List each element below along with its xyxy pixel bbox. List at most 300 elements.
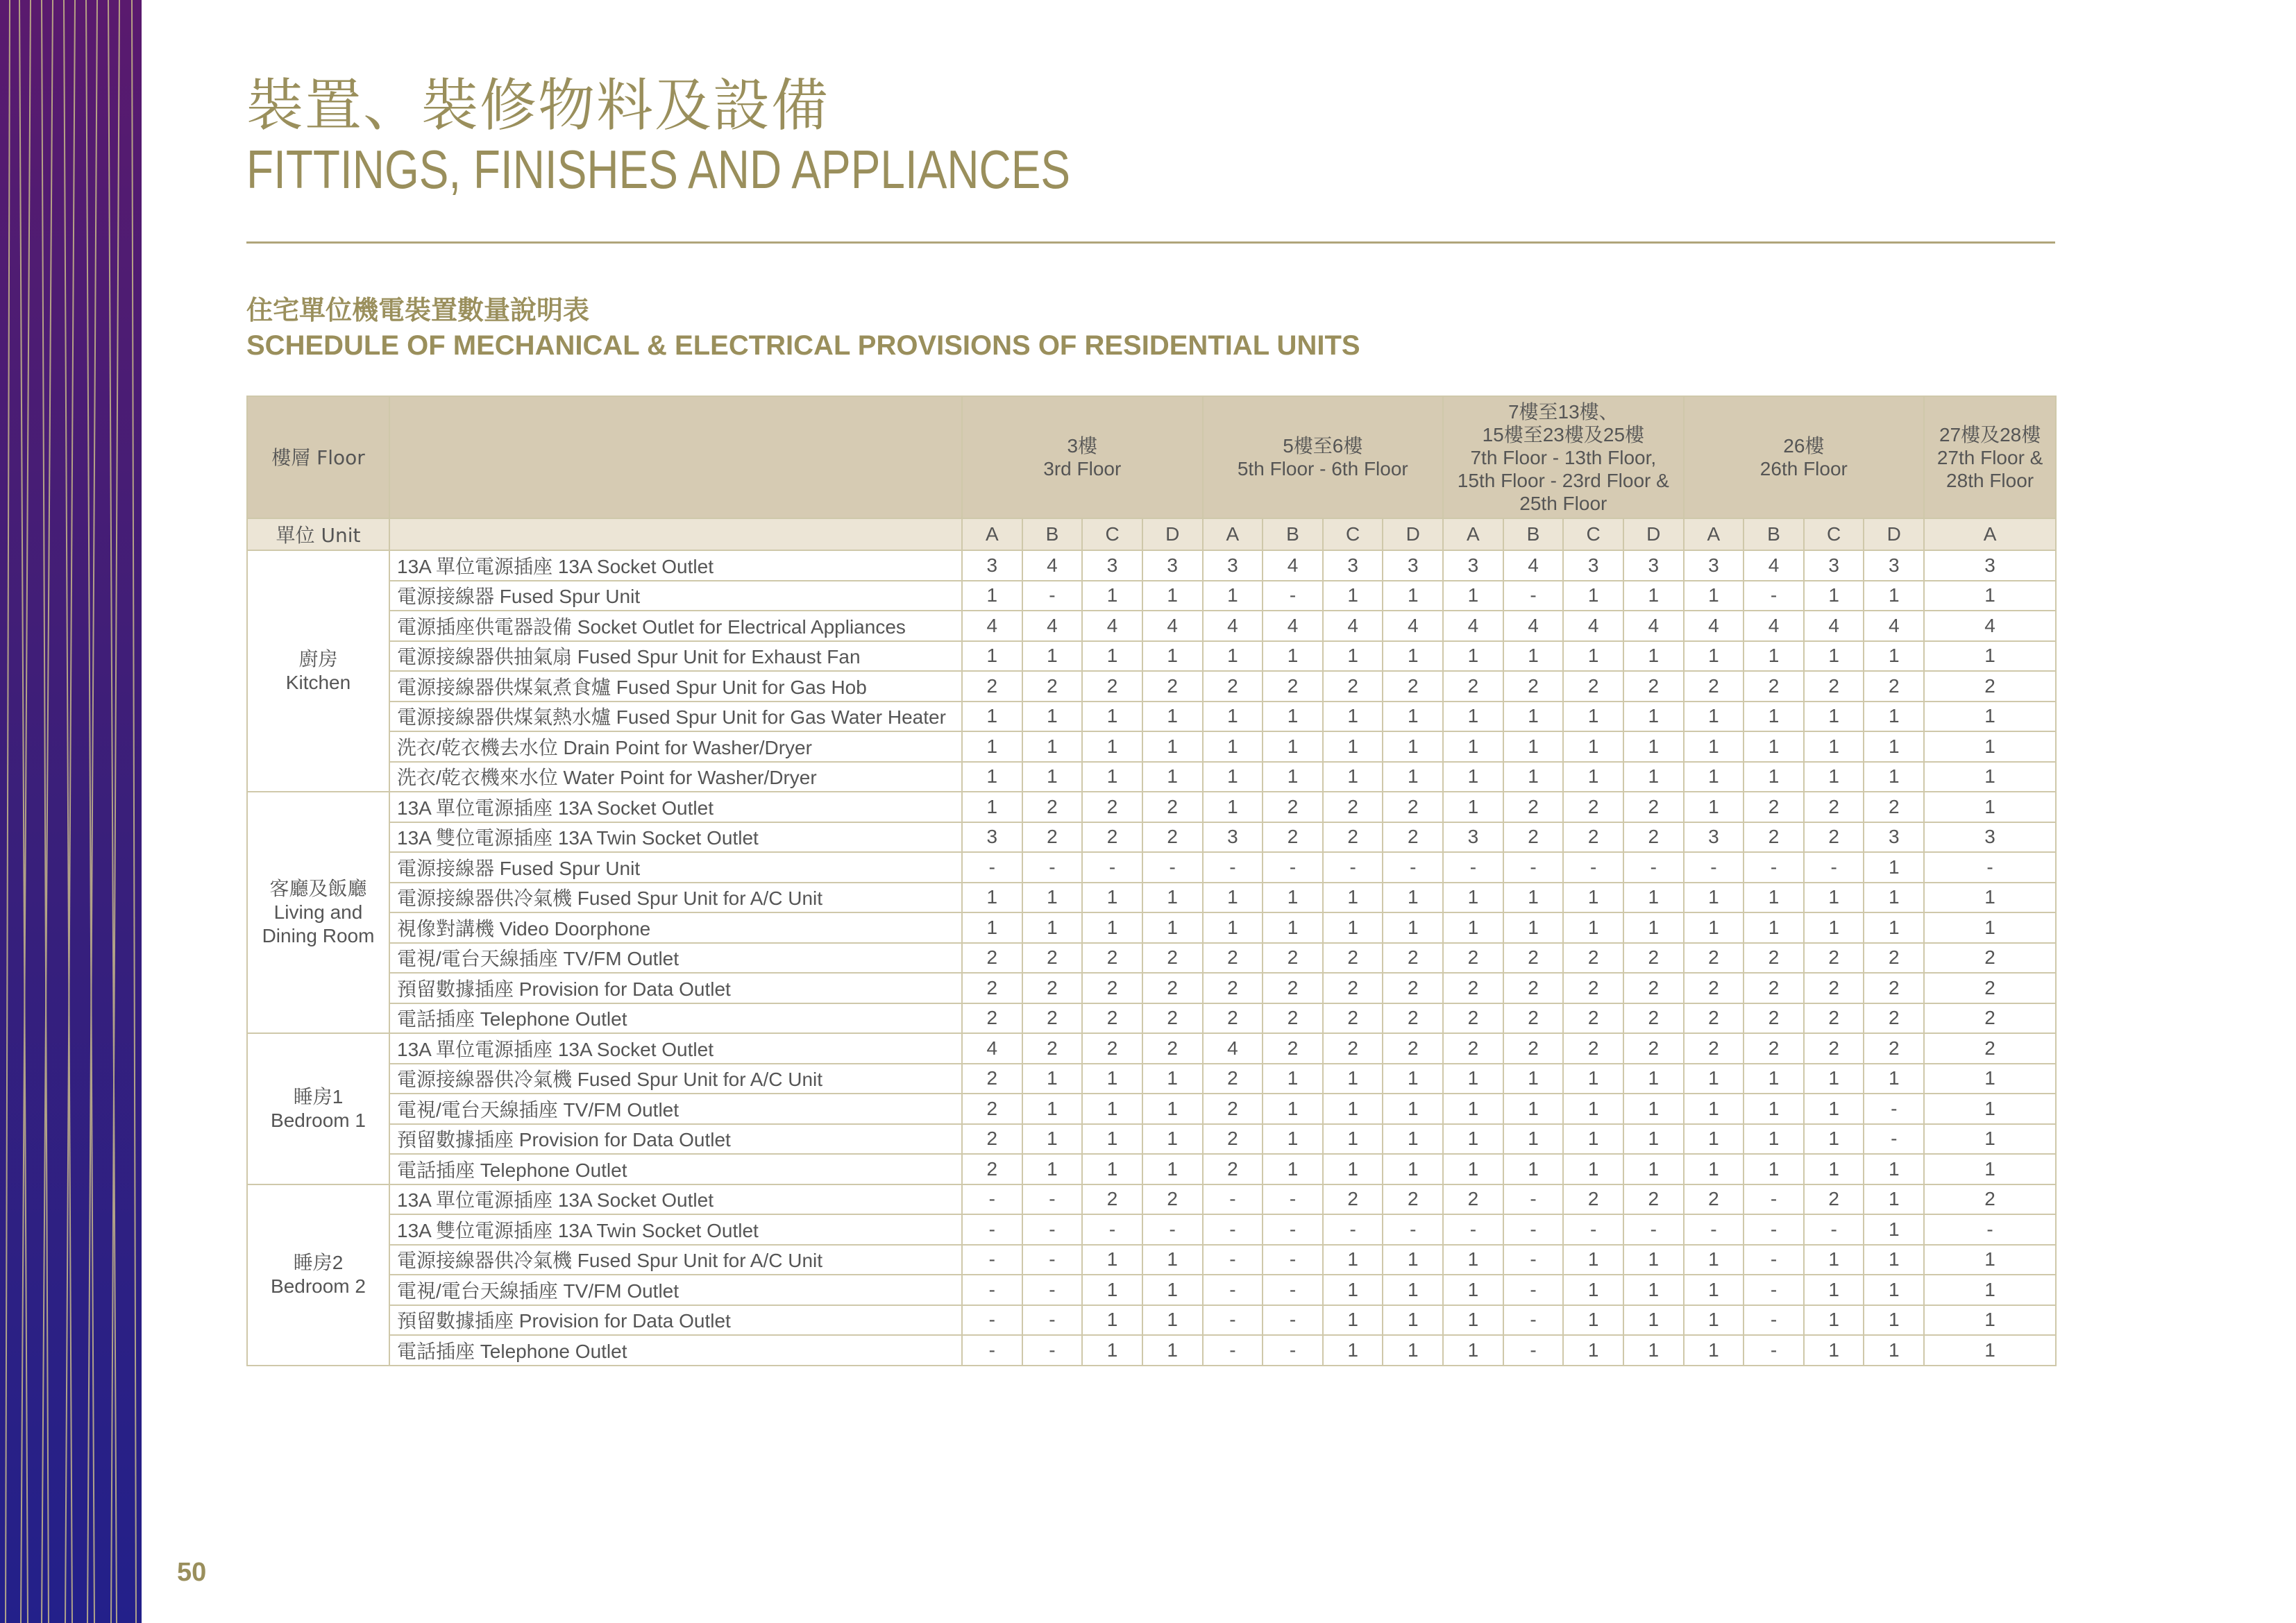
- quantity-cell: 1: [1744, 641, 1804, 672]
- quantity-cell: -: [1383, 852, 1443, 883]
- quantity-cell: 2: [1503, 671, 1564, 702]
- quantity-cell: -: [962, 852, 1022, 883]
- quantity-cell: -: [1864, 1124, 1924, 1155]
- quantity-cell: 2: [1563, 1033, 1623, 1064]
- quantity-cell: 1: [1203, 641, 1263, 672]
- quantity-cell: -: [1263, 581, 1323, 611]
- quantity-cell: -: [1203, 1305, 1263, 1336]
- quantity-cell: 1: [1142, 883, 1203, 913]
- provision-item-cell: 電視/電台天線插座 TV/FM Outlet: [389, 1275, 962, 1305]
- quantity-cell: 1: [1623, 1154, 1684, 1184]
- quantity-cell: 2: [1684, 1033, 1744, 1064]
- quantity-cell: 3: [1203, 822, 1263, 853]
- table-row: [247, 731, 2056, 762]
- quantity-cell: 1: [1323, 731, 1383, 762]
- quantity-cell: -: [1744, 581, 1804, 611]
- quantity-cell: 1: [962, 912, 1022, 943]
- quantity-cell: 2: [1383, 671, 1443, 702]
- quantity-cell: -: [1263, 1245, 1323, 1275]
- floor-group-header: 26樓 26th Floor: [1684, 396, 1925, 518]
- floor-group-header: 27樓及28樓 27th Floor & 28th Floor: [1924, 396, 2056, 518]
- quantity-cell: 2: [1623, 671, 1684, 702]
- quantity-cell: 4: [1744, 550, 1804, 581]
- quantity-cell: 2: [962, 1124, 1022, 1155]
- quantity-cell: 3: [962, 822, 1022, 853]
- quantity-cell: -: [1864, 1094, 1924, 1124]
- quantity-cell: 1: [1864, 641, 1924, 672]
- table-row: [247, 822, 2056, 853]
- quantity-cell: 1: [1443, 762, 1503, 792]
- floor-header-row: [247, 396, 2056, 518]
- quantity-cell: 1: [1924, 1124, 2056, 1155]
- quantity-cell: 4: [1203, 611, 1263, 641]
- quantity-cell: 1: [1503, 702, 1564, 732]
- quantity-cell: 1: [1744, 702, 1804, 732]
- quantity-cell: 1: [1503, 1064, 1564, 1094]
- quantity-cell: 1: [1924, 702, 2056, 732]
- quantity-cell: 2: [1263, 822, 1323, 853]
- quantity-cell: 1: [1443, 731, 1503, 762]
- quantity-cell: 1: [1744, 762, 1804, 792]
- provision-item-cell: 13A 單位電源插座 13A Socket Outlet: [389, 1033, 962, 1064]
- quantity-cell: -: [1082, 852, 1142, 883]
- decorative-sidebar: [0, 0, 142, 1623]
- quantity-cell: 1: [1383, 1305, 1443, 1336]
- quantity-cell: 1: [1503, 1124, 1564, 1155]
- quantity-cell: 2: [1804, 792, 1864, 822]
- title-divider: [246, 241, 2055, 244]
- quantity-cell: 4: [1744, 611, 1804, 641]
- quantity-cell: 1: [1684, 641, 1744, 672]
- table-row: [247, 1003, 2056, 1034]
- provision-item-cell: 電源接線器供冷氣機 Fused Spur Unit for A/C Unit: [389, 883, 962, 913]
- table-row: [247, 1124, 2056, 1155]
- provision-item-cell: 預留數據插座 Provision for Data Outlet: [389, 1124, 962, 1155]
- quantity-cell: 2: [1142, 1003, 1203, 1034]
- quantity-cell: 4: [1503, 611, 1564, 641]
- quantity-cell: 1: [1383, 641, 1443, 672]
- quantity-cell: 1: [1563, 1275, 1623, 1305]
- quantity-cell: 2: [1744, 1033, 1804, 1064]
- quantity-cell: 1: [1684, 1245, 1744, 1275]
- quantity-cell: 2: [1443, 943, 1503, 974]
- quantity-cell: 1: [1924, 641, 2056, 672]
- schedule-body: [247, 550, 2056, 1366]
- quantity-cell: -: [1924, 852, 2056, 883]
- provision-item-cell: 電話插座 Telephone Outlet: [389, 1003, 962, 1034]
- quantity-cell: 1: [1383, 1124, 1443, 1155]
- quantity-cell: 1: [1323, 1094, 1383, 1124]
- quantity-cell: 1: [1864, 1335, 1924, 1366]
- quantity-cell: 2: [1804, 1003, 1864, 1034]
- quantity-cell: 1: [1383, 1064, 1443, 1094]
- quantity-cell: -: [1203, 1275, 1263, 1305]
- table-row: [247, 883, 2056, 913]
- provision-item-cell: 電源插座供電器設備 Socket Outlet for Electrical Appliances: [389, 611, 962, 641]
- unit-header: D: [1623, 518, 1684, 550]
- quantity-cell: 1: [1323, 912, 1383, 943]
- quantity-cell: 1: [1082, 1335, 1142, 1366]
- quantity-cell: 1: [1623, 1305, 1684, 1336]
- quantity-cell: 1: [1924, 1305, 2056, 1336]
- quantity-cell: 2: [1022, 943, 1083, 974]
- quantity-cell: 2: [1623, 973, 1684, 1003]
- quantity-cell: 2: [1142, 1184, 1203, 1215]
- quantity-cell: 1: [1804, 1154, 1864, 1184]
- quantity-cell: 2: [1563, 792, 1623, 822]
- quantity-cell: 2: [1323, 973, 1383, 1003]
- quantity-cell: 1: [1082, 702, 1142, 732]
- quantity-cell: 1: [1142, 1335, 1203, 1366]
- quantity-cell: 1: [1864, 1305, 1924, 1336]
- quantity-cell: 2: [1082, 943, 1142, 974]
- quantity-cell: 2: [1563, 822, 1623, 853]
- quantity-cell: -: [1503, 852, 1564, 883]
- quantity-cell: 4: [1563, 611, 1623, 641]
- quantity-cell: 1: [1443, 1305, 1503, 1336]
- quantity-cell: 1: [1142, 641, 1203, 672]
- quantity-cell: 1: [1684, 883, 1744, 913]
- quantity-cell: 1: [1443, 1154, 1503, 1184]
- provision-item-cell: 電源接線器供煤氣熱水爐 Fused Spur Unit for Gas Water Heater: [389, 702, 962, 732]
- quantity-cell: 1: [1924, 1154, 2056, 1184]
- quantity-cell: 1: [1082, 1154, 1142, 1184]
- quantity-cell: 1: [1563, 1335, 1623, 1366]
- quantity-cell: 4: [1263, 550, 1323, 581]
- quantity-cell: 2: [1383, 1184, 1443, 1215]
- unit-header: A: [1684, 518, 1744, 550]
- quantity-cell: -: [1924, 1214, 2056, 1245]
- quantity-cell: 1: [1864, 1064, 1924, 1094]
- quantity-cell: 2: [1443, 973, 1503, 1003]
- quantity-cell: -: [1744, 852, 1804, 883]
- quantity-cell: 1: [1203, 731, 1263, 762]
- table-row: [247, 792, 2056, 822]
- quantity-cell: -: [1022, 581, 1083, 611]
- quantity-cell: 3: [1383, 550, 1443, 581]
- quantity-cell: 1: [1383, 1275, 1443, 1305]
- table-row: [247, 1275, 2056, 1305]
- quantity-cell: -: [1623, 1214, 1684, 1245]
- quantity-cell: 2: [1082, 1033, 1142, 1064]
- quantity-cell: 1: [1323, 1124, 1383, 1155]
- quantity-cell: 1: [1263, 702, 1323, 732]
- quantity-cell: 4: [1864, 611, 1924, 641]
- table-row: [247, 1214, 2056, 1245]
- provision-item-cell: 預留數據插座 Provision for Data Outlet: [389, 1305, 962, 1336]
- quantity-cell: 1: [1623, 641, 1684, 672]
- quantity-cell: 2: [1503, 943, 1564, 974]
- page-title-cn: 裝置、裝修物料及設備: [246, 73, 830, 139]
- quantity-cell: 2: [1082, 973, 1142, 1003]
- quantity-cell: 2: [1022, 1033, 1083, 1064]
- unit-header: A: [1924, 518, 2056, 550]
- quantity-cell: 1: [1804, 1094, 1864, 1124]
- quantity-cell: 2: [1263, 943, 1323, 974]
- quantity-cell: -: [1383, 1214, 1443, 1245]
- provision-item-cell: 13A 雙位電源插座 13A Twin Socket Outlet: [389, 1214, 962, 1245]
- quantity-cell: 1: [1263, 1124, 1323, 1155]
- quantity-cell: 2: [1142, 943, 1203, 974]
- floor-group-header: 7樓至13樓、 15樓至23樓及25樓 7th Floor - 13th Floor, 15th Floor - 23rd Floor & 25th Floor: [1443, 396, 1684, 518]
- quantity-cell: -: [1503, 1275, 1564, 1305]
- quantity-cell: 1: [1383, 762, 1443, 792]
- quantity-cell: 1: [1563, 1305, 1623, 1336]
- quantity-cell: 2: [1022, 671, 1083, 702]
- quantity-cell: 2: [1804, 1033, 1864, 1064]
- quantity-cell: 1: [1924, 1335, 2056, 1366]
- quantity-cell: -: [1263, 1275, 1323, 1305]
- quantity-cell: 2: [1864, 1033, 1924, 1064]
- quantity-cell: 1: [1443, 1245, 1503, 1275]
- quantity-cell: 1: [1623, 1124, 1684, 1155]
- unit-header: D: [1142, 518, 1203, 550]
- quantity-cell: 1: [1443, 912, 1503, 943]
- quantity-cell: 4: [1022, 611, 1083, 641]
- quantity-cell: 2: [1203, 1094, 1263, 1124]
- quantity-cell: -: [1263, 1214, 1323, 1245]
- section-title-cn: 住宅單位機電裝置數量說明表: [246, 295, 590, 325]
- quantity-cell: -: [1263, 852, 1323, 883]
- quantity-cell: 1: [1563, 1094, 1623, 1124]
- provisions-schedule-table: [246, 396, 2057, 1366]
- provision-item-cell: 電話插座 Telephone Outlet: [389, 1335, 962, 1366]
- quantity-cell: 2: [1383, 792, 1443, 822]
- quantity-cell: 1: [1924, 1064, 2056, 1094]
- quantity-cell: 1: [1623, 1245, 1684, 1275]
- quantity-cell: -: [1203, 1335, 1263, 1366]
- quantity-cell: 1: [1924, 731, 2056, 762]
- quantity-cell: 1: [1323, 1154, 1383, 1184]
- quantity-cell: 2: [1804, 973, 1864, 1003]
- quantity-cell: 1: [1022, 883, 1083, 913]
- provision-item-cell: 視像對講機 Video Doorphone: [389, 912, 962, 943]
- quantity-cell: 2: [962, 1094, 1022, 1124]
- quantity-cell: -: [1684, 852, 1744, 883]
- blank-unit-cell: [389, 518, 962, 550]
- quantity-cell: -: [1623, 852, 1684, 883]
- section-title-en: SCHEDULE OF MECHANICAL & ELECTRICAL PROVISIONS OF RESIDENTIAL UNITS: [246, 330, 1360, 361]
- quantity-cell: 3: [1864, 822, 1924, 853]
- quantity-cell: -: [1503, 1305, 1564, 1336]
- unit-header: A: [1203, 518, 1263, 550]
- table-row: [247, 1245, 2056, 1275]
- quantity-cell: 1: [1082, 1305, 1142, 1336]
- quantity-cell: 2: [1082, 792, 1142, 822]
- quantity-cell: -: [1503, 1335, 1564, 1366]
- quantity-cell: 1: [1022, 731, 1083, 762]
- quantity-cell: 3: [1142, 550, 1203, 581]
- quantity-cell: 1: [1082, 883, 1142, 913]
- quantity-cell: 2: [1503, 1033, 1564, 1064]
- quantity-cell: 1: [1263, 762, 1323, 792]
- quantity-cell: 1: [1443, 581, 1503, 611]
- quantity-cell: 2: [1744, 792, 1804, 822]
- quantity-cell: 2: [1864, 1003, 1924, 1034]
- quantity-cell: 2: [1744, 1003, 1804, 1034]
- quantity-cell: 1: [1503, 912, 1564, 943]
- quantity-cell: 2: [1623, 1184, 1684, 1215]
- quantity-cell: 2: [1323, 792, 1383, 822]
- quantity-cell: 2: [1383, 973, 1443, 1003]
- quantity-cell: 1: [1142, 581, 1203, 611]
- quantity-cell: 1: [1323, 883, 1383, 913]
- quantity-cell: 1: [1804, 641, 1864, 672]
- table-row: [247, 550, 2056, 581]
- quantity-cell: -: [1684, 1214, 1744, 1245]
- quantity-cell: 2: [1804, 1184, 1864, 1215]
- quantity-cell: 1: [1323, 1275, 1383, 1305]
- quantity-cell: 1: [1684, 1275, 1744, 1305]
- quantity-cell: 4: [1924, 611, 2056, 641]
- quantity-cell: 4: [1082, 611, 1142, 641]
- quantity-cell: 3: [1924, 550, 2056, 581]
- quantity-cell: 1: [1263, 1094, 1323, 1124]
- quantity-cell: -: [962, 1214, 1022, 1245]
- quantity-cell: 1: [1684, 1154, 1744, 1184]
- quantity-cell: 1: [1864, 1184, 1924, 1215]
- provision-item-cell: 洗衣/乾衣機去水位 Drain Point for Washer/Dryer: [389, 731, 962, 762]
- quantity-cell: 1: [1563, 1064, 1623, 1094]
- quantity-cell: 1: [1443, 1094, 1503, 1124]
- quantity-cell: 2: [1804, 822, 1864, 853]
- provision-item-cell: 電源接線器供煤氣煮食爐 Fused Spur Unit for Gas Hob: [389, 671, 962, 702]
- quantity-cell: -: [1263, 1184, 1323, 1215]
- quantity-cell: 1: [1142, 1094, 1203, 1124]
- quantity-cell: -: [1443, 852, 1503, 883]
- quantity-cell: -: [962, 1335, 1022, 1366]
- quantity-cell: 1: [1022, 1094, 1083, 1124]
- quantity-cell: 1: [1684, 912, 1744, 943]
- quantity-cell: 2: [1022, 973, 1083, 1003]
- quantity-cell: 1: [1443, 1275, 1503, 1305]
- floor-group-header: 3樓 3rd Floor: [962, 396, 1203, 518]
- table-row: [247, 641, 2056, 672]
- quantity-cell: 1: [1082, 912, 1142, 943]
- quantity-cell: 1: [962, 762, 1022, 792]
- quantity-cell: 2: [1623, 822, 1684, 853]
- table-row: [247, 611, 2056, 641]
- quantity-cell: 1: [1924, 1245, 2056, 1275]
- quantity-cell: 1: [1383, 1094, 1443, 1124]
- quantity-cell: 2: [1924, 1184, 2056, 1215]
- table-row: [247, 702, 2056, 732]
- quantity-cell: 1: [1804, 1335, 1864, 1366]
- quantity-cell: 3: [1804, 550, 1864, 581]
- room-name-cell: 睡房2 Bedroom 2: [247, 1184, 389, 1366]
- quantity-cell: 1: [1082, 731, 1142, 762]
- quantity-cell: 1: [1864, 883, 1924, 913]
- quantity-cell: 2: [1323, 671, 1383, 702]
- table-row: [247, 1305, 2056, 1336]
- provision-item-cell: 電源接線器供冷氣機 Fused Spur Unit for A/C Unit: [389, 1245, 962, 1275]
- quantity-cell: 2: [1203, 1064, 1263, 1094]
- quantity-cell: 1: [1022, 1064, 1083, 1094]
- quantity-cell: 2: [1623, 1003, 1684, 1034]
- quantity-cell: -: [1323, 852, 1383, 883]
- quantity-cell: 2: [1142, 792, 1203, 822]
- quantity-cell: 2: [1623, 792, 1684, 822]
- quantity-cell: -: [1022, 1305, 1083, 1336]
- quantity-cell: 4: [1443, 611, 1503, 641]
- quantity-cell: 2: [1323, 822, 1383, 853]
- quantity-cell: 2: [1263, 1003, 1323, 1034]
- quantity-cell: -: [1563, 1214, 1623, 1245]
- quantity-cell: 1: [1563, 883, 1623, 913]
- quantity-cell: 1: [1323, 1064, 1383, 1094]
- quantity-cell: 1: [1203, 581, 1263, 611]
- provision-item-cell: 13A 雙位電源插座 13A Twin Socket Outlet: [389, 822, 962, 853]
- quantity-cell: 2: [1323, 1184, 1383, 1215]
- quantity-cell: 2: [1082, 1003, 1142, 1034]
- quantity-cell: 2: [1684, 671, 1744, 702]
- unit-header: B: [1022, 518, 1083, 550]
- quantity-cell: 1: [1864, 702, 1924, 732]
- floor-label-cell: 樓層 Floor: [247, 396, 389, 518]
- quantity-cell: 1: [1142, 1154, 1203, 1184]
- quantity-cell: 1: [1443, 1064, 1503, 1094]
- quantity-cell: 3: [1864, 550, 1924, 581]
- quantity-cell: 2: [1563, 1184, 1623, 1215]
- provision-item-cell: 13A 單位電源插座 13A Socket Outlet: [389, 550, 962, 581]
- quantity-cell: 2: [1924, 973, 2056, 1003]
- quantity-cell: 2: [962, 973, 1022, 1003]
- quantity-cell: 1: [1684, 731, 1744, 762]
- quantity-cell: -: [1142, 1214, 1203, 1245]
- quantity-cell: 1: [1263, 731, 1323, 762]
- quantity-cell: 3: [1443, 822, 1503, 853]
- quantity-cell: 2: [1022, 1003, 1083, 1034]
- quantity-cell: 2: [1022, 792, 1083, 822]
- quantity-cell: 1: [1503, 1154, 1564, 1184]
- quantity-cell: 4: [1323, 611, 1383, 641]
- unit-header: A: [1443, 518, 1503, 550]
- unit-header: D: [1383, 518, 1443, 550]
- quantity-cell: 2: [962, 943, 1022, 974]
- quantity-cell: -: [962, 1275, 1022, 1305]
- quantity-cell: 1: [1804, 883, 1864, 913]
- quantity-cell: 2: [1864, 943, 1924, 974]
- quantity-cell: 1: [1443, 883, 1503, 913]
- quantity-cell: 2: [962, 1003, 1022, 1034]
- quantity-cell: 1: [1323, 762, 1383, 792]
- quantity-cell: 1: [1744, 731, 1804, 762]
- quantity-cell: -: [1323, 1214, 1383, 1245]
- quantity-cell: 2: [962, 1154, 1022, 1184]
- quantity-cell: 2: [1263, 1033, 1323, 1064]
- quantity-cell: 1: [1203, 762, 1263, 792]
- quantity-cell: 1: [962, 641, 1022, 672]
- quantity-cell: 1: [962, 883, 1022, 913]
- quantity-cell: 2: [1924, 1003, 2056, 1034]
- provision-item-cell: 電源接線器 Fused Spur Unit: [389, 852, 962, 883]
- quantity-cell: 2: [1623, 1033, 1684, 1064]
- quantity-cell: -: [1744, 1305, 1804, 1336]
- quantity-cell: 1: [1142, 762, 1203, 792]
- unit-header: C: [1563, 518, 1623, 550]
- quantity-cell: 1: [1503, 1094, 1564, 1124]
- quantity-cell: 1: [1804, 731, 1864, 762]
- quantity-cell: 1: [1383, 912, 1443, 943]
- quantity-cell: 1: [1203, 702, 1263, 732]
- quantity-cell: -: [1263, 1335, 1323, 1366]
- quantity-cell: 1: [1203, 883, 1263, 913]
- quantity-cell: 1: [1924, 883, 2056, 913]
- quantity-cell: 1: [1744, 1094, 1804, 1124]
- quantity-cell: 1: [1323, 581, 1383, 611]
- quantity-cell: 4: [1383, 611, 1443, 641]
- unit-header: D: [1864, 518, 1924, 550]
